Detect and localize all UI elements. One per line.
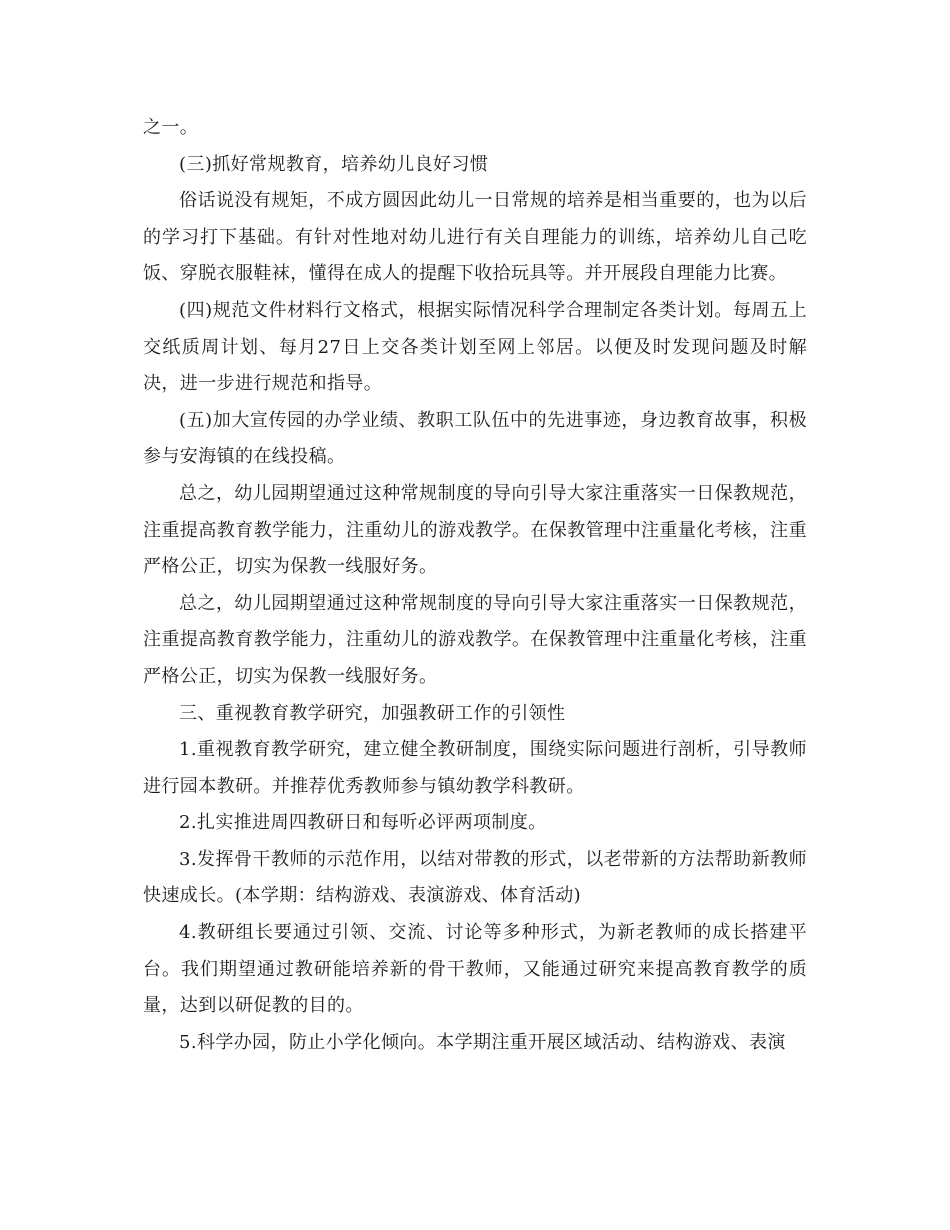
paragraph: 总之，幼儿园期望通过这种常规制度的导向引导大家注重落实一日保教规范，注重提高教育教学能力，注重幼儿的游戏教学。在保教管理中注重量化考核，注重严格公正，切实为保教一线服好务。	[143, 592, 807, 687]
paragraph: 总之，幼儿园期望通过这种常规制度的导向引导大家注重落实一日保教规范，注重提高教育教学能力，注重幼儿的游戏教学。在保教管理中注重量化考核，注重严格公正，切实为保教一线服好务。	[143, 482, 807, 578]
section-item-5: (五)加大宣传园的办学业绩、教职工队伍中的先进事迹，身边教育故事，积极参与安海镇的在线投稿。	[143, 409, 807, 468]
list-item: 3.发挥骨干教师的示范作用，以结对带教的形式，以老带新的方法帮助新教师快速成长。(本学期：结构游戏、表演游戏、体育活动)	[143, 848, 807, 907]
list-item: 1.重视教育教学研究，建立健全教研制度，围绕实际问题进行剖析，引导教师进行园本教研。并推荐优秀教师参与镇幼教学科教研。	[143, 739, 807, 797]
section-heading-three: 三、重视教育教学研究，加强教研工作的引领性	[179, 702, 566, 724]
list-item: 4.教研组长要通过引领、交流、讨论等多种形式，为新老教师的成长搭建平台。我们期望通过教研能培养新的骨干教师，又能通过研究来提高教育教学的质量，达到以研促教的目的。	[143, 922, 807, 1017]
section-item-4: (四)规范文件材料行文格式，根据实际情况科学合理制定各类计划。每周五上交纸质周计划、每月27日上交各类计划至网上邻居。以便及时发现问题及时解决，进一步进行规范和指导。	[143, 299, 807, 395]
paragraph: 之一。	[143, 117, 199, 138]
section-heading-3: (三)抓好常规教育，培养幼儿良好习惯	[179, 153, 489, 175]
list-item: 2.扎实推进周四教研日和每听必评两项制度。	[179, 812, 547, 834]
list-item: 5.科学办园，防止小学化倾向。本学期注重开展区域活动、结构游戏、表演	[179, 1031, 786, 1053]
paragraph: 俗话说没有规矩，不成方圆因此幼儿一日常规的培养是相当重要的，也为以后的学习打下基础。有针对性地对幼儿进行有关自理能力的训练，培养幼儿自己吃饭、穿脱衣服鞋袜，懂得在成人的提醒下收拾玩具等。并开展段自理能力比赛。	[143, 190, 807, 285]
document-body	[143, 110, 807, 1061]
